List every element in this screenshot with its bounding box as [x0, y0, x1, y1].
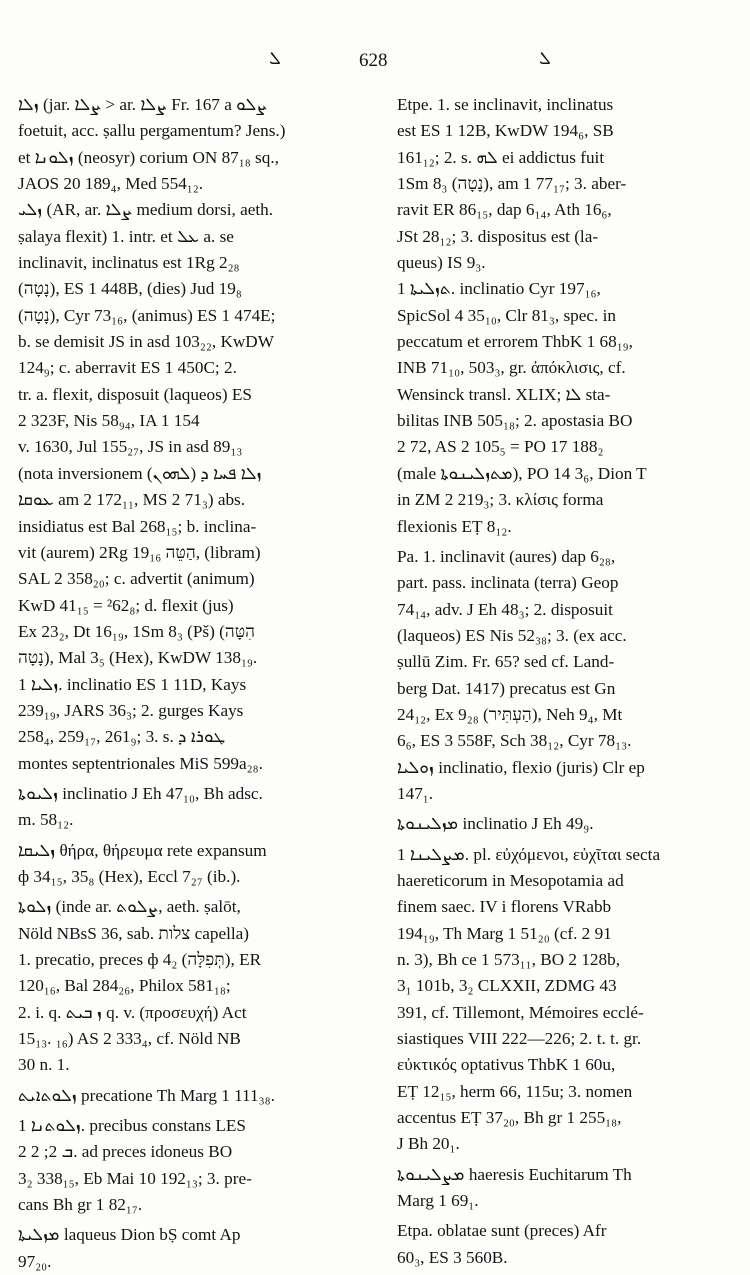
- entry-mzlita: ܡܙܠܝܬܐ laqueus Dion bṢ comt Ap 97₂₀.: [18, 1225, 241, 1271]
- entry-pa: Pa. 1. inclinavit (aures) dap 6₂₈, part. pass. inclinata (terra) Geop 74₁₄, adv. J Eh 48₃; 2. disposuit (laqueos) ES Nis 52₃₈; 3. (ex acc. ṣullū Zim. Fr. 65? sed cf. Land- berg Dat. 1417) precatus est Gn 24₁₂, Ex 9₂₈ (הַעְתִּיר), Neh 9₄, Mt 6₆, ES 3 558F, Sch 38₁₂, Cyr 78₁₃.: [397, 546, 632, 751]
- entry-zlya: ܙܠܝܐ 1. inclinatio ES 1 11D, Kays 239₁₉, JARS 36₃; 2. gurges Kays 258₄, 259₁₇, 261₉; 3. s. ܛܘܪܐ ܕ montes septentrionales MiS 599a₂₈.: [18, 674, 263, 773]
- header-left-glyph: ܠ: [269, 48, 281, 68]
- page-number: 628: [359, 50, 388, 71]
- entry-etpa: Etpa. oblatae sunt (preces) Afr 60₃, ES 3 560B.: [397, 1221, 607, 1267]
- entry-zly: ܙܠܝ (AR, ar. ܨܠܐ medium dorsi, aeth. ṣalaya flexit) 1. intr. et ܥܠ a. se inclinavit, inclinatus est 1Rg 2₂₈ (נָטָה), ES 1 448B, (dies) Jud 19₈ (נָטָה), Cyr 73₁₆, (animus) ES 1 474E; b. se demisit JS in asd 103₂₂, KwDW 124₉; c. aberravit ES 1 450C; 2. tr. a. flexit, disposuit (laqueos) ES 2 323F, Nis 58₉₄, IA 1 154 v. 1630, Jul 155₂₇, JS in asd 89₁₃ (nota inversionem (ܠܗܘܢ) ܙܠܐ ܦܚܐ ܕ ܥܘܩܐ am 2 172₁₁, MS 2 71₃) abs. insidiatus est Bal 268₁₅; b. inclina- vit (aurem) 2Rg 19₁₆ הַטֵּה, (libram) SAL 2 358₂₀; c. advertit (animum) KwD 41₁₅ = ²62₈; d. flexit (jus) Ex 23₂, Dt 16₁₉, 1Sm 8₃ (Pš) (הִטָּה נָטָה), Mal 3₅ (Hex), KwDW 138₁₉.: [18, 200, 276, 668]
- running-header: [14, 46, 736, 74]
- entry-mzlinuta: ܡܙܠܝܢܘܬܐ inclinatio J Eh 49₉.: [397, 814, 594, 834]
- right-column: [397, 92, 735, 1271]
- entry-zlyuta: ܙܠܝܘܬܐ inclinatio J Eh 47₁₀, Bh adsc. m. 58₁₂.: [18, 783, 263, 830]
- entry-zla: ܙܠܐ (jar. ܨܠܐ > ar. ܨܠܐ Fr. 167 a ܨܠܘ foetuit, acc. ṣallu pergamentum? Jens.) et ܙܠܘܢܐ (neosyr) corium ON 87₁₈ sq., JAOS 20 189₄, Med 554₁₂.: [18, 95, 286, 194]
- left-column: [18, 92, 360, 1275]
- header-right-glyph: ܠ: [539, 48, 551, 68]
- entry-mslina: ܡܨܠܝܢܐ 1. pl. εὐχόμενοι, εὐχῖται secta haereticorum in Mesopotamia ad finem saec. IV i florens VRabb 194₁₉, Th Marg 1 51₂₀ (cf. 2 91 n. 3), Bh ce 1 573₁₁, BO 2 128b, 3₁ 101b, 3₂ CLXXII, ZDMG 43 391, cf. Tillemont, Mémoires ecclé- siastiques VIII 222—226; 2. t. t. gr. εὐκτικός optativus ThbK 1 60u, EṬ 12₁₅, herm 66, 115u; 3. nomen accentus EṬ 37₂₀, Bh gr 1 255₁₈, J Bh 20₁.: [397, 844, 661, 1154]
- entry-mslinuta: ܡܨܠܝܢܘܬܐ haeresis Euchitarum Th Marg 1 69₁.: [397, 1164, 632, 1211]
- entry-etpe: Etpe. 1. se inclinavit, inclinatus est ES 1 12B, KwDW 194₆, SB 161₁₂; 2. s. ܠܗ ei addictus fuit 1Sm 8₃ (נָטָה), am 1 77₁₇; 3. aber- ravit ER 86₁₅, dap 6₁₄, Ath 16₆, JSt 28₁₂; 3. dispositus est (la- queus) IS 9₃.: [397, 95, 627, 273]
- entry-zluta: ܙܠܘܬܐ (inde ar. ܨܠܘܬ, aeth. ṣalōt, Nöld NBsS 36, sab. צלות capella) 1. precatio, preces ф 4₂ (תְּפִלָּה), ER 120₁₆, Bal 284₂₆, Philox 581₁₈; 2. i. q. ܙ ܒܝܬ q. v. (προσευχή) Act 15₁₃. ₁₆) AS 2 333₄, cf. Nöld NB 30 n. 1.: [18, 897, 262, 1075]
- entry-zlutait: ܙܠܘܬܐܝܬ precatione Th Marg 1 111₃₈.: [18, 1085, 275, 1105]
- entry-zlyqa: ܙܠܝܩܐ θήρα, θήρευμα rete expansum ф 34₁₅, 35₈ (Hex), Eccl 7₂₇ (ib.).: [18, 840, 267, 886]
- entry-zlutana: ܙܠܘܬܢܐ 1. precibus constans LES 2 ܒ 2; 2. ad preces idoneus BO 3₂ 338₁₅, Eb Mai 10 192₁₃; 3. pre- cans Bh gr 1 82₁₇.: [18, 1116, 252, 1215]
- entry-tzlita: ܬܙܠܝܬܐ 1. inclinatio Cyr 197₁₆, SpicSol 4 35₁₀, Clr 81₃, spec. in peccatum et errorem ThbK 1 68₁₉, INB 71₁₀, 503₃, gr. ἀπόκλισις, cf. Wensinck transl. XLIX; ܠܐ sta- bilitas INB 505₁₈; 2. apostasia BO 2 72, AS 2 105₅ = PO 17 188₂ (male ܡܬܙܠܝܢܘܬܐ), PO 14 3₆, Dion T in ZM 2 219₃; 3. κλίσις forma flexionis EṬ 8₁₂.: [397, 279, 647, 536]
- entry-zulya: ܙܘܠܝܐ inclinatio, flexio (juris) Clr ep 147₁.: [397, 757, 645, 803]
